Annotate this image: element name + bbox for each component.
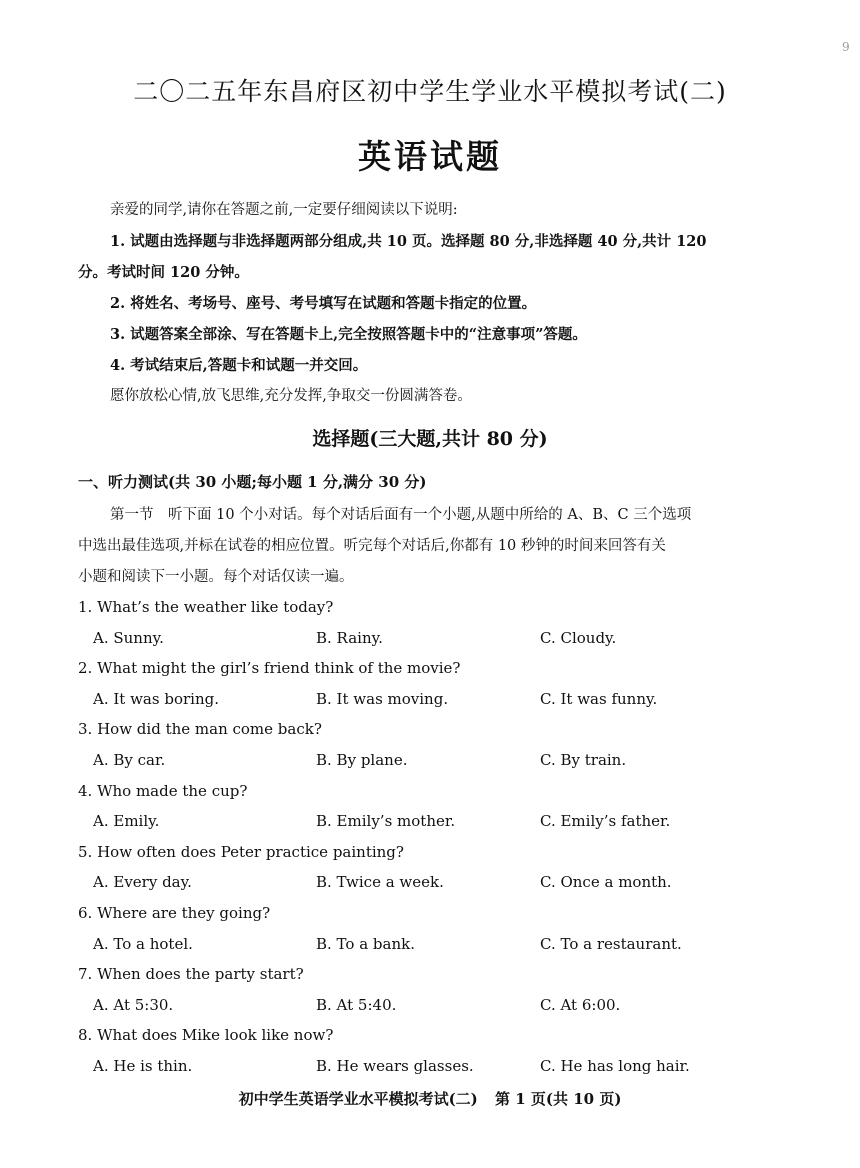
directions-line-3: 小题和阅读下一小题。每个对话仅读一遍。 bbox=[78, 569, 354, 585]
option-c: C. At 6:00. bbox=[540, 995, 621, 1014]
option-b: B. By plane. bbox=[316, 750, 408, 769]
footer-page-info: 第 1 页(共 10 页) bbox=[495, 1090, 622, 1108]
section-title: 选择题(三大题,共计 80 分) bbox=[312, 428, 548, 450]
page-footer bbox=[0, 1088, 860, 1109]
option-c: C. By train. bbox=[540, 750, 627, 769]
corner-mark: 9 bbox=[842, 40, 850, 54]
option-b: B. It was moving. bbox=[316, 689, 449, 708]
option-c: C. It was funny. bbox=[540, 689, 658, 708]
question-4-options bbox=[78, 806, 778, 837]
question-list bbox=[78, 592, 778, 1082]
option-a: A. Every day. bbox=[93, 873, 192, 892]
option-a: A. He is thin. bbox=[93, 1056, 193, 1075]
option-c: C. Once a month. bbox=[540, 873, 672, 892]
question-4-text: 4. Who made the cup? bbox=[78, 781, 248, 800]
greeting-text: 亲爱的同学,请你在答题之前,一定要仔细阅读以下说明: bbox=[110, 202, 458, 218]
option-a: A. At 5:30. bbox=[93, 995, 174, 1014]
option-c: C. He has long hair. bbox=[540, 1056, 690, 1075]
question-8-text: 8. What does Mike look like now? bbox=[78, 1026, 334, 1045]
question-6-text: 6. Where are they going? bbox=[78, 903, 271, 922]
option-a: A. Sunny. bbox=[93, 628, 164, 647]
instructions-block bbox=[78, 195, 778, 412]
question-1-text: 1. What’s the weather like today? bbox=[78, 598, 334, 616]
option-b: B. He wears glasses. bbox=[316, 1056, 474, 1075]
option-a: A. It was boring. bbox=[93, 689, 219, 708]
part-title: 一、听力测试(共 30 小题;每小题 1 分,满分 30 分) bbox=[78, 473, 427, 491]
rule-2: 2. 将姓名、考场号、座号、考号填写在试题和答题卡指定的位置。 bbox=[110, 295, 537, 312]
option-b: B. Twice a week. bbox=[316, 873, 444, 892]
question-2-options bbox=[78, 684, 778, 715]
option-b: B. To a bank. bbox=[316, 934, 415, 953]
option-b: B. Rainy. bbox=[316, 628, 383, 647]
option-b: B. At 5:40. bbox=[316, 995, 397, 1014]
rule-1-line-1: 1. 试题由选择题与非选择题两部分组成,共 10 页。选择题 80 分,非选择题 40 分,共计 120 bbox=[110, 233, 707, 250]
directions-block bbox=[78, 500, 778, 593]
question-7-text: 7. When does the party start? bbox=[78, 965, 304, 984]
question-2-text: 2. What might the girl’s friend think of the movie? bbox=[78, 659, 461, 678]
option-a: A. By car. bbox=[93, 750, 166, 769]
exam-title: 二〇二五年东昌府区初中学生学业水平模拟考试(二) bbox=[133, 77, 727, 106]
question-6-options bbox=[78, 929, 778, 960]
question-5-options bbox=[78, 867, 778, 898]
rule-4: 4. 考试结束后,答题卡和试题一并交回。 bbox=[110, 357, 368, 374]
question-3-options bbox=[78, 745, 778, 776]
question-8-options bbox=[78, 1051, 778, 1082]
question-3-text: 3. How did the man come back? bbox=[78, 720, 322, 739]
footer-exam-name: 初中学生英语学业水平模拟考试(二) bbox=[238, 1090, 478, 1108]
subject-title: 英语试题 bbox=[358, 137, 502, 176]
directions-line-2: 中选出最佳选项,并标在试卷的相应位置。听完每个对话后,你都有 10 秒钟的时间来回答有关 bbox=[78, 538, 666, 554]
option-c: C. Cloudy. bbox=[540, 628, 617, 647]
question-1-options bbox=[78, 623, 778, 654]
option-a: A. Emily. bbox=[93, 812, 160, 831]
question-7-options bbox=[78, 990, 778, 1021]
rule-1-line-2: 分。考试时间 120 分钟。 bbox=[78, 264, 249, 281]
option-b: B. Emily’s mother. bbox=[316, 812, 456, 831]
option-c: C. To a restaurant. bbox=[540, 934, 682, 953]
option-a: A. To a hotel. bbox=[93, 934, 193, 953]
option-c: C. Emily’s father. bbox=[540, 812, 671, 831]
directions-line-1: 第一节 听下面 10 个小对话。每个对话后面有一个小题,从题中所给的 A、B、C 三个选项 bbox=[110, 507, 692, 523]
question-5-text: 5. How often does Peter practice painting? bbox=[78, 842, 404, 861]
wish-text: 愿你放松心情,放飞思维,充分发挥,争取交一份圆满答卷。 bbox=[110, 388, 472, 404]
rule-3: 3. 试题答案全部涂、写在答题卡上,完全按照答题卡中的“注意事项”答题。 bbox=[110, 326, 587, 343]
